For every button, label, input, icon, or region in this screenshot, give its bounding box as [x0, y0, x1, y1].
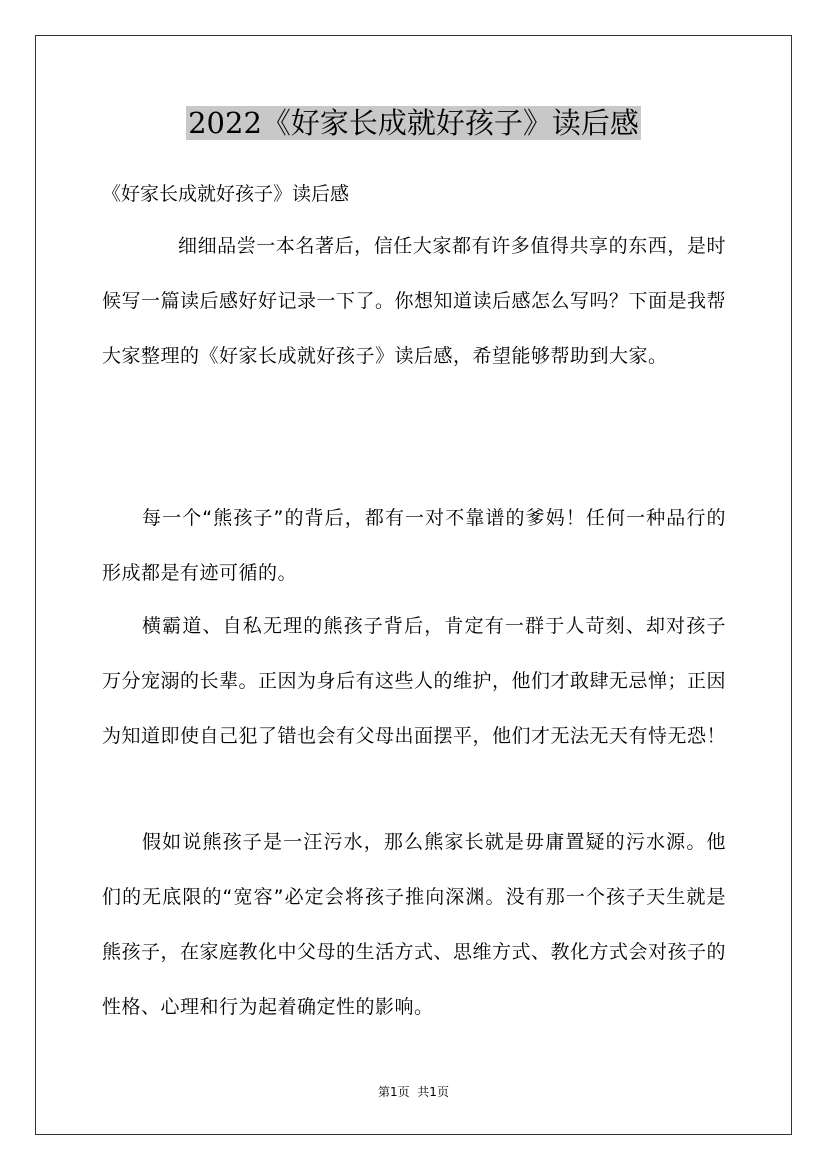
body-paragraph-1: 细细品尝一本名著后，信任大家都有许多值得共享的东西，是时候写一篇读后感好好记录一下了。你想知道读后感怎么写吗？下面是我帮大家整理的《好家长成就好孩子》读后感，希望能够帮助到大家。	[102, 235, 727, 367]
document-subtitle: 《好家长成就好孩子》读后感	[102, 183, 350, 205]
document-title-text: 2022《好家长成就好孩子》读后感	[188, 106, 639, 140]
body-paragraph-4: 假如说熊孩子是一汪污水，那么熊家长就是毋庸置疑的污水源。他们的无底限的“宽容”必定会将孩子推向深渊。没有那一个孩子天生就是熊孩子，在家庭教化中父母的生活方式、思维方式、教化方式会对孩子的性格、心理和行为起着确定性的影响。	[102, 831, 727, 1018]
body-paragraph-2: 每一个“熊孩子”的背后，都有一对不靠谱的爹妈！任何一种品行的形成都是有迹可循的。	[102, 507, 726, 584]
body-paragraph-3: 横霸道、自私无理的熊孩子背后，肯定有一群于人苛刻、却对孩子万分宠溺的长辈。正因为身后有这些人的维护，他们才敢肆无忌惮；正因为知道即使自己犯了错也会有父母出面摆平，他们才无法无天有恃无恐！	[102, 615, 727, 747]
document-title	[0, 104, 827, 142]
page-footer: 第1页 共1页	[378, 1085, 449, 1099]
